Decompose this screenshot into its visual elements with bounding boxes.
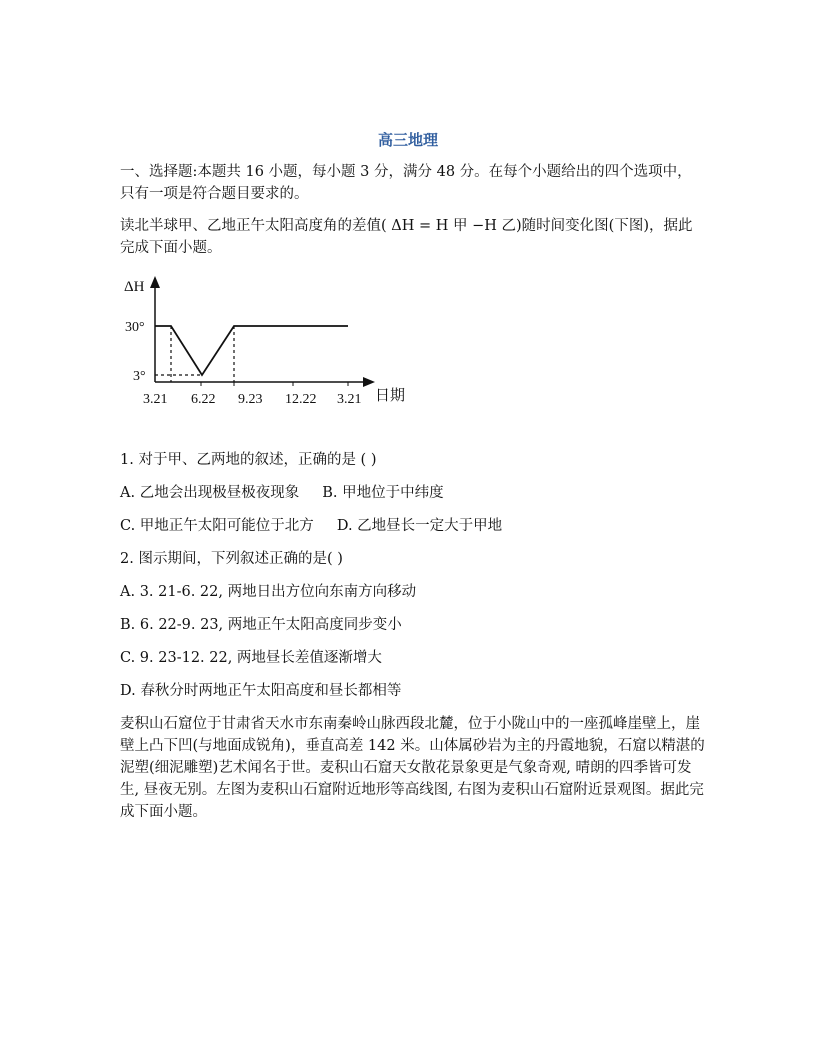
- delta-h-chart: [118, 272, 418, 407]
- x-tick-label-3: 9.23: [238, 392, 263, 407]
- y-tick-30: 30°: [125, 320, 145, 335]
- q2-option-c: C. 9. 23-12. 22, 两地昼长差值逐渐增大: [120, 650, 382, 666]
- x-axis-arrow: [363, 377, 375, 387]
- series-line-delta-h: [155, 326, 348, 375]
- q2-stem: 2. 图示期间，下列叙述正确的是( ): [120, 551, 343, 567]
- x-tick-label-2: 6.22: [191, 392, 216, 407]
- page-title: 高三地理: [377, 131, 438, 149]
- passage-maiji-grottoes: 麦积山石窟位于甘肃省天水市东南秦岭山脉西段北麓，位于小陇山中的一座孤峰崖壁上，崖壁上凸下凹(与地面成锐角)，垂直高差 142 米。山体属砂岩为主的丹霞地貌，石窟以精湛的泥塑(细泥雕塑)艺术闻名于世。麦积山石窟天女散花景象更是气象奇观, 晴朗的四季皆可发生, 昼夜无别。左图为麦积山石窟附近地形等高线图, 右图为麦积山石窟附近景观图。据此完成下面小题。: [120, 716, 705, 820]
- question-intro: 读北半球甲、乙地正午太阳高度角的差值( ΔH = H 甲 −H 乙)随时间变化图(下图)，据此完成下面小题。: [120, 218, 693, 256]
- q2-option-b: B. 6. 22-9. 23, 两地正午太阳高度同步变小: [120, 617, 402, 633]
- q2-option-a: A. 3. 21-6. 22, 两地日出方位向东南方向移动: [120, 584, 417, 600]
- section-header: 一、选择题:本题共 16 小题，每小题 3 分，满分 48 分。在每个小题给出的四个选项中，只有一项是符合题目要求的。: [120, 164, 692, 202]
- q1-options-cd: C. 甲地正午太阳可能位于北方 D. 乙地昼长一定大于甲地: [120, 518, 503, 534]
- q1-stem: 1. 对于甲、乙两地的叙述，正确的是 ( ): [120, 452, 377, 468]
- x-axis-label: 日期: [375, 388, 406, 404]
- y-axis-arrow: [150, 276, 160, 288]
- y-tick-3: 3°: [133, 369, 146, 384]
- x-tick-label-5: 3.21: [337, 392, 362, 407]
- x-tick-label-1: 3.21: [143, 392, 168, 407]
- y-axis-label: ΔH: [124, 279, 145, 295]
- q1-options-ab: A. 乙地会出现极昼极夜现象 B. 甲地位于中纬度: [120, 485, 444, 501]
- x-tick-label-4: 12.22: [285, 392, 317, 407]
- q2-option-d: D. 春秋分时两地正午太阳高度和昼长都相等: [120, 683, 402, 699]
